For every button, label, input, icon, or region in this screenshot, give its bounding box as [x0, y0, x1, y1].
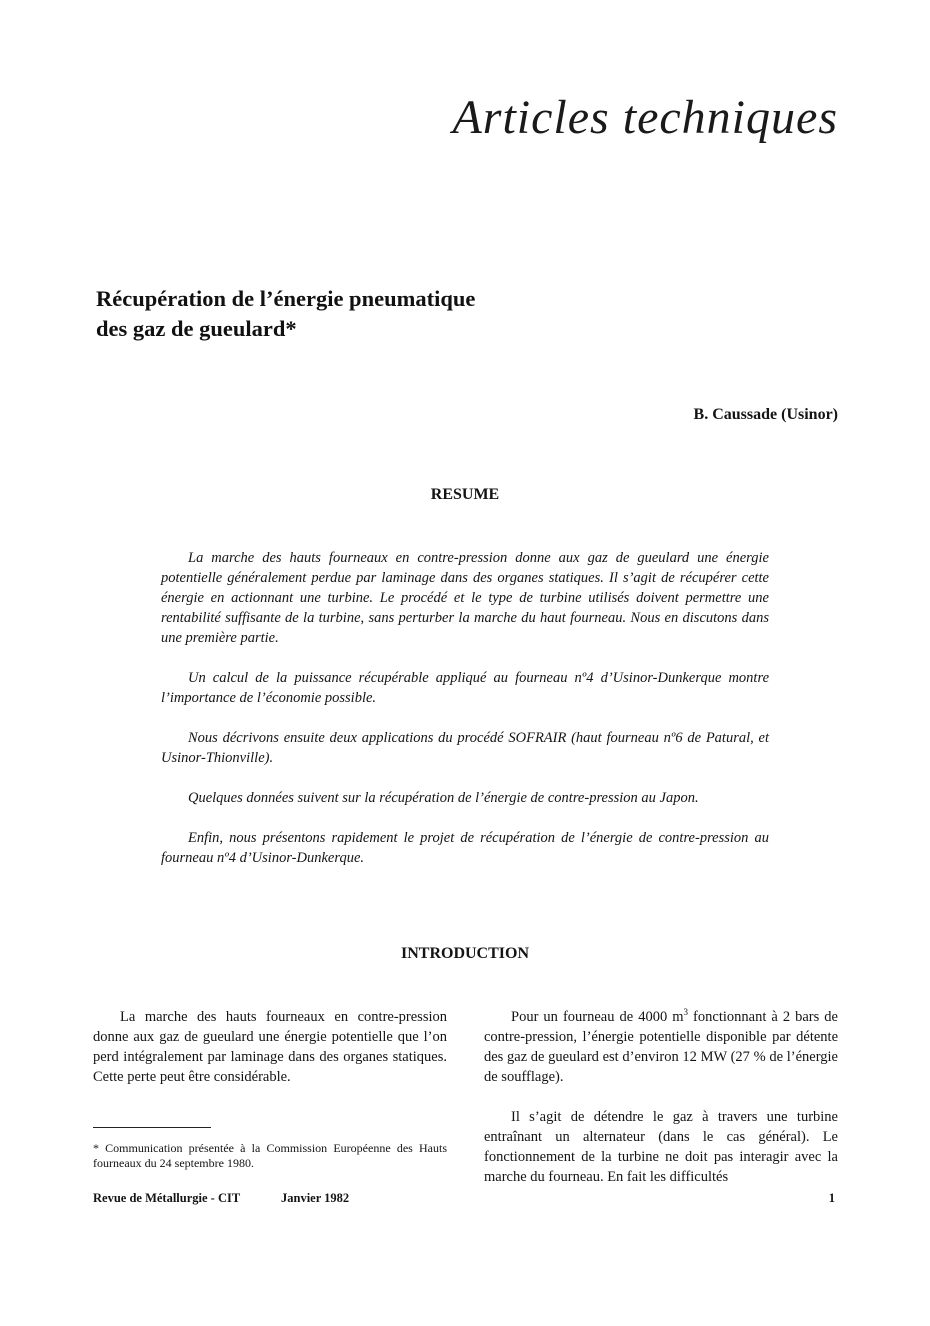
abstract-paragraph: Enfin, nous présentons rapidement le projet de récupération de l’énergie de contre-pression au fourneau nº4 d’Usinor-Dunkerque.	[161, 830, 769, 866]
footer-date: Janvier 1982	[281, 1191, 350, 1205]
article-title	[96, 284, 475, 344]
footnote-divider	[93, 1127, 211, 1128]
body-paragraph	[484, 1007, 838, 1087]
abstract-paragraph: La marche des hauts fourneaux en contre-pression donne aux gaz de gueulard une énergie potentielle généralement perdue par laminage dans des organes statiques. Il s’agit de récupérer cette énergie en actionnant une turbine. Le procédé et le type de turbine utilisés doivent permettre une rentabilité suffisante de la turbine, sans perturber la marche du haut fourneau. Nous en discutons dans une première partie.	[161, 550, 769, 646]
body-text: fonctionnant à 2 bars de contre-pression, l’énergie potentielle disponible par détente des gaz de gueulard est d’environ 12 MW (27 % de l’énergie de soufflage).	[484, 1009, 838, 1085]
abstract-paragraph: Un calcul de la puissance récupérable appliqué au fourneau nº4 d’Usinor-Dunkerque montre l’importance de l’économie possible.	[161, 670, 769, 706]
body-column-right	[484, 1007, 838, 1207]
superscript: 3	[683, 1007, 689, 1018]
body-column-left	[93, 1007, 447, 1107]
body-paragraph: Il s’agit de détendre le gaz à travers une turbine entraînant un alternateur (dans le cas général). Le fonctionnement de la turbine ne doit pas interagir avec la marche du fourneau. En fait les difficultés	[484, 1109, 838, 1185]
abstract-paragraph: Nous décrivons ensuite deux applications du procédé SOFRAIR (haut fourneau nº6 de Patural, et Usinor-Thionville).	[161, 730, 769, 766]
author-line: B. Caussade (Usinor)	[693, 406, 838, 423]
body-text: Pour un fourneau de 4000 m	[511, 1009, 684, 1025]
introduction-heading: INTRODUCTION	[400, 945, 529, 962]
body-paragraph: La marche des hauts fourneaux en contre-pression donne aux gaz de gueulard une énergie potentielle que l’on perd intégralement par laminage dans des organes statiques. Cette perte peut être considérable.	[93, 1009, 447, 1085]
section-header: Articles techniques	[452, 91, 838, 144]
page-number: 1	[828, 1191, 835, 1205]
footnote: * Communication présentée à la Commission Européenne des Hauts fourneaux du 24 septembre 1980.	[93, 1141, 447, 1170]
footer-journal: Revue de Métallurgie - CIT	[93, 1191, 241, 1205]
article-title-line-1: Récupération de l’énergie pneumatique	[96, 286, 476, 311]
abstract	[161, 548, 769, 888]
article-title-line-2: des gaz de gueulard*	[96, 316, 297, 341]
abstract-paragraph: Quelques données suivent sur la récupération de l’énergie de contre-pression au Japon.	[188, 790, 699, 806]
resume-heading: RESUME	[430, 486, 500, 503]
